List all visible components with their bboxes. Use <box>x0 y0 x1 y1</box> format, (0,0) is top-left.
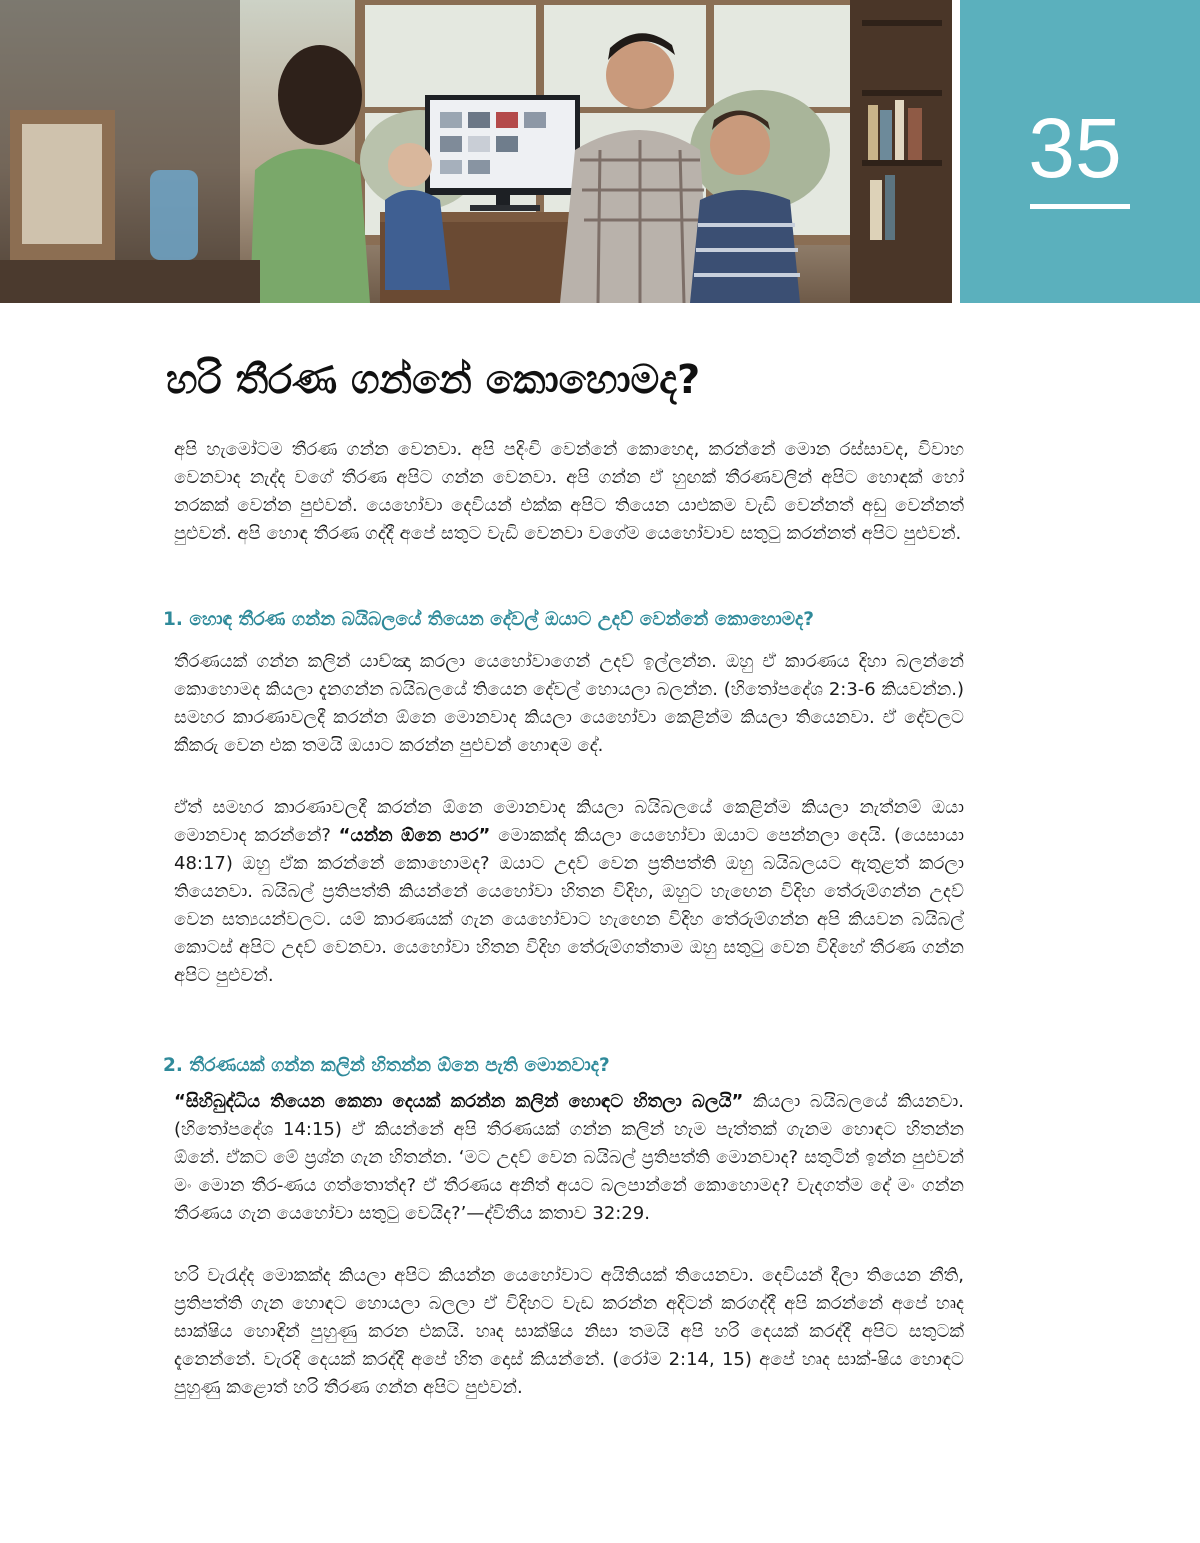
section-2-paragraph-1 <box>174 1088 964 1228</box>
question-heading-1: 1. හොඳ තීරණ ගන්න බයිබලයේ තියෙන දේවල් ඔයාට උදව් වෙන්නේ කොහොමද? <box>163 609 814 630</box>
family-at-computer-illustration <box>0 0 952 303</box>
question-heading-2: 2. තීරණයක් ගන්න කලින් හිතන්න ඕනෙ පැති මොනවාද? <box>163 1055 610 1076</box>
section-2-paragraph-1-text: කියලා බයිබලයේ කියනවා. (හිතෝපදේශ 14:15) ඒ කියන්නේ අපි තීරණයක් ගන්න කලින් හැම පැත්තක් ගැනම හොඳට හිතන්න ඕනේ. ඒකට මේ ප්‍රශ්න ගැන හිතන්න. ‘මට උදව් වෙන බයිබල් ප්‍රතිපත්ති මොනවාද? සතුටින් ඉන්න පුළුවන් මං මොන තීර-ණය ගත්තොත්ද? ඒ තීරණය අනිත් අයට බලපාන්නේ කොහොමද? වැදගත්ම දේ මං ගන්න තීරණය ගැන යෙහෝවා සතුටු වෙයිද?’—ද්විතීය කතාව 32:29. <box>174 1091 964 1224</box>
section-2-paragraph-2: හරි වැරැද්ද මොකක්ද කියලා අපිට කියන්න යෙහෝවාට අයිතියක් තියෙනවා. දෙවියන් දීලා තියෙන නීති, ප්‍රතිපත්ති ගැන හොඳට හොයලා බලලා ඒ විදිහට වැඩ කරන්න අදිටන් කරගද්දී අපි කරන්නේ අපේ හෘද සාක්ෂිය හොඳින් පුහුණු කරන එකයි. හෘද සාක්ෂිය නිසා තමයි අපි හරි දෙයක් කරද්දී අපිට සතුටක් දැනෙන්නේ. වැරදි දෙයක් කරද්දී අපේ හිත දොස් කියන්නේ. (රෝම 2:14, 15) අපේ හෘද සාක්-ෂිය හොඳට පුහුණු කළොත් හරි තීරණ ගන්න අපිට පුළුවන්. <box>174 1265 964 1398</box>
section-1-scripture-quote: “යන්න ඕනෙ පාර” <box>338 825 491 846</box>
header-photo <box>0 0 952 303</box>
lesson-number: 35 <box>1028 101 1122 195</box>
section-1-paragraph-2 <box>174 794 964 990</box>
lesson-number-underline <box>1030 204 1130 209</box>
section-2-scripture-quote: “සිහිබුද්ධිය තියෙන කෙනා දෙයක් කරන්න කලින් හොඳට හිතලා බලයි” <box>174 1091 744 1112</box>
section-1-paragraph-2-text-b: මොකක්ද කියලා යෙහෝවා ඔයාට පෙන්නලා දෙයි. (යෙසායා 48:17) ඔහු ඒක කරන්නේ කොහොමද? ඔයාට උදව් වෙන ප්‍රතිපත්ති ඔහු බයිබලයට ඇතුළත් කරලා තියෙනවා. බයිබල් ප්‍රතිපත්ති කියන්නේ යෙහෝවා හිතන විදිහ, ඔහුට හැඟෙන විදිහ තේරුම්ගන්න උදව් වෙන සත්‍යයන්වලට. යම් කාරණයක් ගැන යෙහෝවාට හැඟෙන විදිහ තේරුම්ගන්න අපි කියවන බයිබල් කොටස් අපිට උදව් වෙනවා. යෙහෝවා හිතන විදිහ තේරුම්ගත්තාම ඔහු සතුටු වෙන විදිහේ තීරණ ගන්න අපිට පුළුවන්. <box>174 825 965 986</box>
section-1-paragraph-2-text-a: ඒත් සමහර කාරණාවලදී කරන්න ඕනෙ මොනවාද කියලා බයිබලයේ කෙළින්ම කියලා නැත්නම් ඔයා මොනවාද කරන්නේ? <box>174 797 964 846</box>
intro-paragraph: අපි හැමෝටම තීරණ ගන්න වෙනවා. අපි පදිංචි වෙන්නේ කොහෙද, කරන්නේ මොන රස්සාවද, විවාහ වෙනවාද නැද්ද වගේ තීරණ අපිට ගන්න වෙනවා. අපි ගන්න ඒ හුඟක් තීරණවලින් අපිට හොඳක් හෝ නරකක් වෙන්න පුළුවන්. යෙහෝවා දෙවියන් එක්ක අපිට තියෙන යාළුකම වැඩි වෙන්නත් අඩු වෙන්නත් පුළුවන්. අපි හොඳ තීරණ ගද්දී අපේ සතුට වැඩි වෙනවා වගේම යෙහෝවාව සතුටු කරන්නත් අපිට පුළුවන්. <box>174 439 964 544</box>
lesson-number-box <box>960 0 1200 303</box>
page-title: හරි තීරණ ගන්නේ කොහොමද? <box>166 357 701 403</box>
section-1-paragraph-1: තීරණයක් ගන්න කලින් යාච්ඤා කරලා යෙහෝවාගෙන් උදව් ඉල්ලන්න. ඔහු ඒ කාරණය දිහා බලන්නේ කොහොමද කියලා දැනගන්න බයිබලයේ තියෙන දේවල් හොයලා බලන්න. (හිතෝපදේශ 2:3-6 කියවන්න.) සමහර කාරණාවලදී කරන්න ඕනෙ මොනවාද කියලා යෙහෝවා කෙළින්ම කියලා තියෙනවා. ඒ දේවලට කීකරු වෙන එක තමයි ඔයාට කරන්න පුළුවන් හොඳම දේ. <box>174 651 964 756</box>
